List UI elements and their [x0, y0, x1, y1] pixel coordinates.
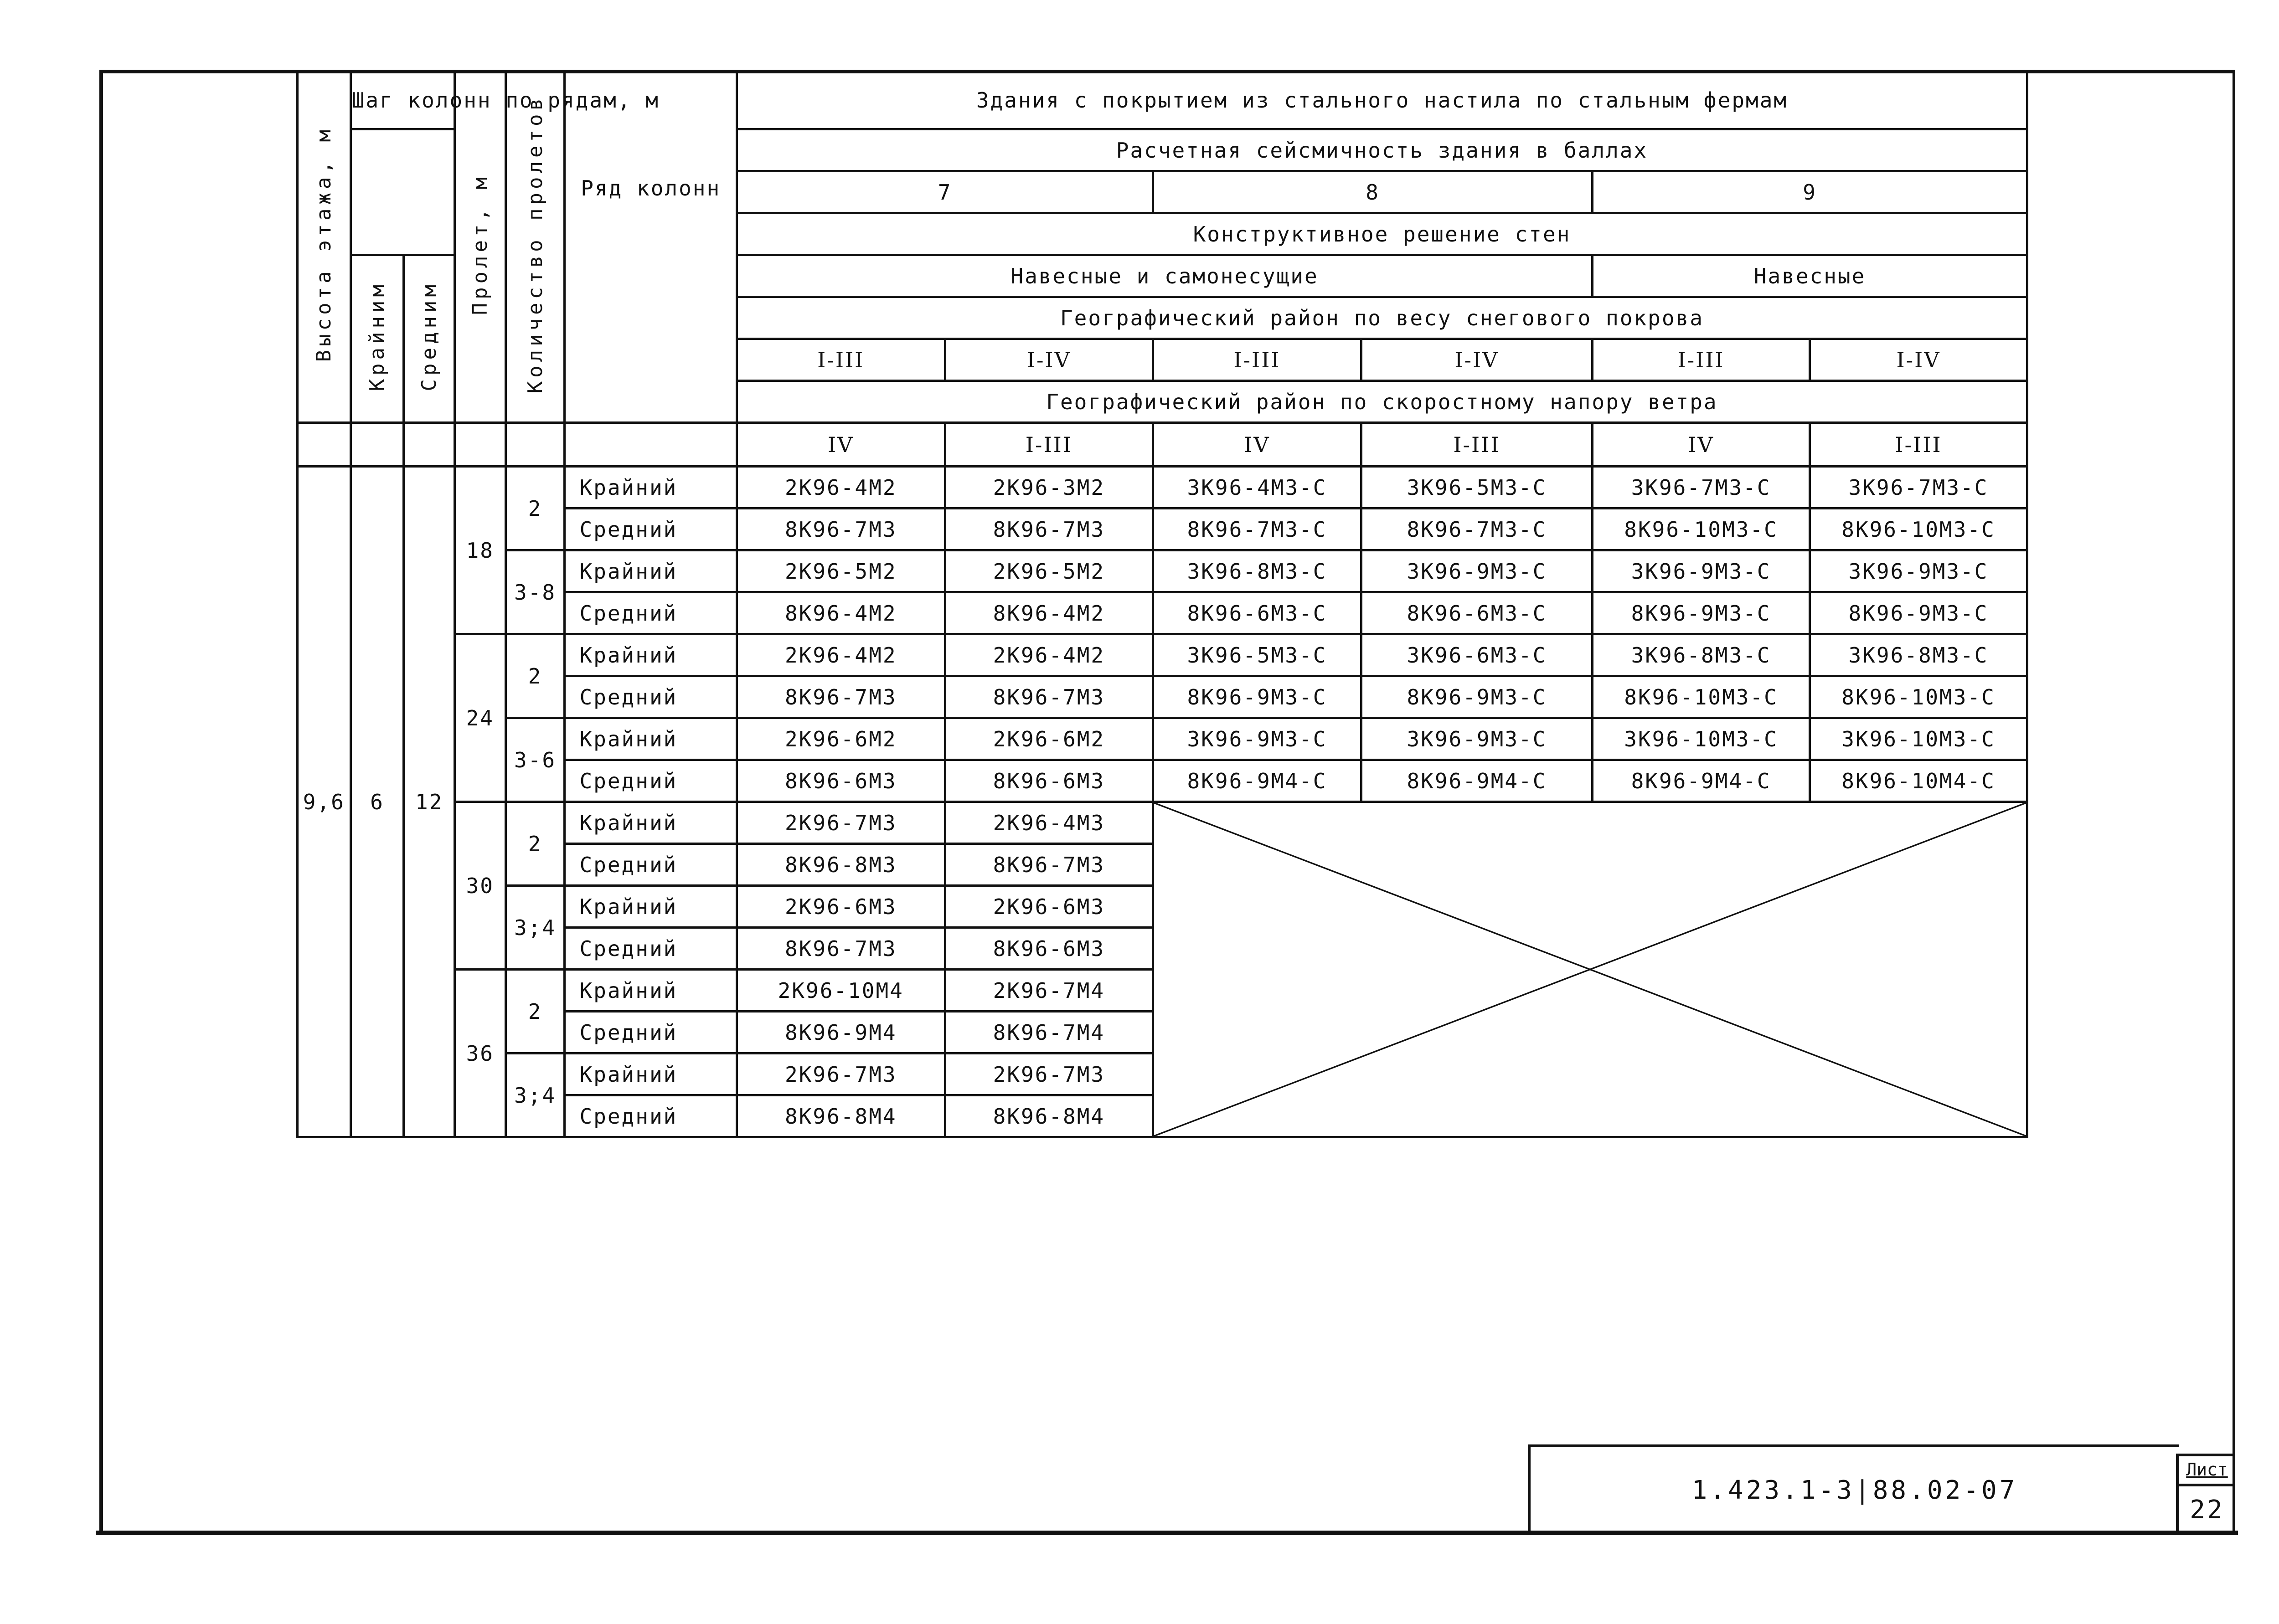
- mark-cell: 3К96-8М3-С: [1593, 634, 1810, 676]
- mark-cell: 2К96-4М3: [945, 802, 1153, 844]
- mark-cell: 3К96-9М3-С: [1153, 718, 1361, 760]
- header-title: [737, 71, 2027, 129]
- cross-lines: [1154, 803, 2026, 1136]
- header-count: [505, 71, 565, 423]
- mark-cell: 3К96-8М3-С: [1810, 634, 2027, 676]
- mark-cell: 2К96-5М2: [945, 550, 1153, 592]
- count-cell: 2: [505, 802, 565, 886]
- table-row: [298, 550, 2027, 592]
- not-applicable-crossed-cell: [1153, 802, 2027, 1137]
- row-type-cell: Крайний: [565, 802, 737, 844]
- mark-cell: 2К96-3М2: [945, 467, 1153, 509]
- row-type-cell: Крайний: [565, 550, 737, 592]
- mark-cell: 8К96-7М3: [945, 844, 1153, 886]
- header-count-label: Количество пролетов: [523, 95, 547, 394]
- mark-cell: 3К96-7М3-С: [1810, 467, 2027, 509]
- snow-zone-0: I-III: [737, 339, 945, 381]
- mark-cell: 8К96-7М3: [945, 676, 1153, 718]
- wind-zone-1: I-III: [945, 423, 1153, 467]
- mark-cell: 3К96-5М3-С: [1361, 467, 1592, 509]
- mark-cell: 8К96-4М2: [737, 592, 945, 634]
- header-step-label: Шаг колонн по рядам, м: [351, 87, 660, 113]
- mark-cell: 8К96-9М3-С: [1153, 676, 1361, 718]
- row-type-cell: Средний: [565, 928, 737, 970]
- snow-zone-2: I-III: [1153, 339, 1361, 381]
- seismic-7-label: 7: [938, 180, 952, 205]
- header-step-spacer: [351, 129, 454, 255]
- mark-cell: 8К96-7М3: [737, 676, 945, 718]
- header-wall-b: [1593, 255, 2027, 297]
- seismic-9: [1593, 171, 2027, 213]
- mark-cell: 2К96-7М3: [737, 1054, 945, 1095]
- mark-cell: 8К96-6М3: [945, 760, 1153, 802]
- row-type-cell: Средний: [565, 509, 737, 550]
- mark-cell: 3К96-9М3-С: [1361, 718, 1592, 760]
- row-type-cell: Средний: [565, 676, 737, 718]
- row-type-cell: Крайний: [565, 886, 737, 928]
- seismic-8-label: 8: [1366, 180, 1380, 205]
- header-wall-solution-label: Конструктивное решение стен: [1193, 221, 1571, 247]
- header-title-label: Здания с покрытием из стального настила по стальным фермам: [976, 87, 1788, 113]
- mark-cell: 8К96-9М3-С: [1361, 676, 1592, 718]
- header-row-label: Ряд колонн: [581, 176, 721, 200]
- header-wall-a: [737, 255, 1592, 297]
- header-height-label: Высота этажа, м: [312, 126, 336, 362]
- count-cell: 2: [505, 970, 565, 1054]
- header-snow-label: Географический район по весу снегового покрова: [1060, 305, 1704, 330]
- header-snow: [737, 297, 2027, 339]
- header-step: [351, 71, 660, 129]
- mark-cell: 2К96-7М3: [945, 1054, 1153, 1095]
- mark-cell: 3К96-8М3-С: [1153, 550, 1361, 592]
- table-row: [298, 802, 2027, 844]
- header-step-edge-tail: [351, 423, 404, 467]
- snow-zone-5: I-IV: [1810, 339, 2027, 381]
- header-step-mid-tail: [404, 423, 455, 467]
- header-wall-a-label: Навесные и самонесущие: [1011, 263, 1319, 288]
- header-step-mid-label: Средним: [418, 281, 441, 391]
- span-cell: 36: [454, 970, 505, 1137]
- span-cell: 24: [454, 634, 505, 802]
- snow-zone-4: I-III: [1593, 339, 1810, 381]
- mark-cell: 8К96-10М3-С: [1810, 509, 2027, 550]
- header-seismic: [737, 129, 2027, 171]
- mark-cell: 8К96-9М3-С: [1593, 592, 1810, 634]
- table-row: [298, 467, 2027, 509]
- group-step-mid: 12: [404, 467, 455, 1137]
- mark-cell: 8К96-9М4-С: [1361, 760, 1592, 802]
- mark-cell: 3К96-7М3-С: [1593, 467, 1810, 509]
- mark-cell: 8К96-10М3-С: [1593, 509, 1810, 550]
- mark-cell: 3К96-10М3-С: [1593, 718, 1810, 760]
- mark-cell: 8К96-10М4-С: [1810, 760, 2027, 802]
- wind-zone-2: IV: [1153, 423, 1361, 467]
- table-row: [298, 634, 2027, 676]
- row-type-cell: Средний: [565, 760, 737, 802]
- mark-cell: 2К96-4М2: [737, 634, 945, 676]
- table-row: [298, 718, 2027, 760]
- mark-cell: 2К96-7М4: [945, 970, 1153, 1012]
- header-span-label: Пролет, м: [468, 173, 492, 315]
- row-type-cell: Крайний: [565, 634, 737, 676]
- row-type-cell: Крайний: [565, 467, 737, 509]
- mark-cell: 2К96-6М3: [945, 886, 1153, 928]
- mark-cell: 8К96-10М3-С: [1593, 676, 1810, 718]
- snow-zone-3: I-IV: [1361, 339, 1592, 381]
- group-height: 9,6: [298, 467, 351, 1137]
- span-cell: 30: [454, 802, 505, 970]
- header-step-edge: [351, 255, 404, 423]
- mark-cell: 8К96-9М4: [737, 1012, 945, 1054]
- mark-cell: 2К96-6М3: [737, 886, 945, 928]
- header-step-edge-label: Крайним: [366, 281, 389, 391]
- sheet-label: Лист: [2179, 1456, 2235, 1486]
- mark-cell: 3К96-9М3-С: [1593, 550, 1810, 592]
- mark-cell: 2К96-6М2: [737, 718, 945, 760]
- header-count-tail: [505, 423, 565, 467]
- mark-cell: 8К96-6М3: [737, 760, 945, 802]
- row-type-cell: Средний: [565, 1095, 737, 1137]
- row-type-cell: Крайний: [565, 970, 737, 1012]
- header-height: [298, 71, 351, 423]
- mark-cell: 8К96-7М3-С: [1153, 509, 1361, 550]
- wind-zone-4: IV: [1593, 423, 1810, 467]
- sheet-box: [2176, 1454, 2235, 1534]
- mark-cell: 8К96-6М3: [945, 928, 1153, 970]
- group-step-edge: 6: [351, 467, 404, 1137]
- mark-cell: 8К96-7М3-С: [1361, 509, 1592, 550]
- title-block-code: [1528, 1444, 2179, 1533]
- header-height-tail: [298, 423, 351, 467]
- mark-cell: 8К96-4М2: [945, 592, 1153, 634]
- row-type-cell: Крайний: [565, 718, 737, 760]
- header-span-tail: [454, 423, 505, 467]
- mark-cell: 8К96-10М3-С: [1810, 676, 2027, 718]
- header-wind-label: Географический район по скоростному напору ветра: [1046, 389, 1718, 414]
- mark-cell: 2К96-4М2: [945, 634, 1153, 676]
- count-cell: 2: [505, 634, 565, 718]
- header-wall-b-label: Навесные: [1753, 263, 1866, 288]
- seismic-9-label: 9: [1803, 180, 1817, 205]
- header-row-tail: [565, 423, 737, 467]
- count-cell: 3;4: [505, 1054, 565, 1137]
- mark-cell: 8К96-6М3-С: [1361, 592, 1592, 634]
- mark-cell: 3К96-9М3-С: [1810, 550, 2027, 592]
- sheet-number: 22: [2190, 1495, 2224, 1525]
- header-seismic-label: Расчетная сейсмичность здания в баллах: [1116, 138, 1648, 163]
- span-cell: 18: [454, 467, 505, 634]
- count-cell: 3;4: [505, 886, 565, 970]
- row-type-cell: Средний: [565, 844, 737, 886]
- mark-cell: 2К96-6М2: [945, 718, 1153, 760]
- mark-cell: 8К96-7М3: [945, 509, 1153, 550]
- mark-cell: 8К96-9М4-С: [1153, 760, 1361, 802]
- count-cell: 3-6: [505, 718, 565, 802]
- mark-cell: 8К96-8М4: [945, 1095, 1153, 1137]
- row-type-cell: Средний: [565, 1012, 737, 1054]
- count-cell: 2: [505, 467, 565, 550]
- mark-cell: 2К96-4М2: [737, 467, 945, 509]
- mark-cell: 8К96-7М3: [737, 928, 945, 970]
- wind-zone-0: IV: [737, 423, 945, 467]
- mark-cell: 8К96-9М3-С: [1810, 592, 2027, 634]
- mark-cell: 8К96-9М4-С: [1593, 760, 1810, 802]
- row-type-cell: Крайний: [565, 1054, 737, 1095]
- mark-cell: 2К96-7М3: [737, 802, 945, 844]
- mark-cell: 2К96-5М2: [737, 550, 945, 592]
- count-cell: 3-8: [505, 550, 565, 634]
- mark-cell: 8К96-7М4: [945, 1012, 1153, 1054]
- mark-cell: 8К96-8М4: [737, 1095, 945, 1137]
- wind-zone-5: I-III: [1810, 423, 2027, 467]
- header-wind: [737, 381, 2027, 423]
- mark-cell: 3К96-9М3-С: [1361, 550, 1592, 592]
- mark-cell: 8К96-6М3-С: [1153, 592, 1361, 634]
- seismic-8: [1153, 171, 1593, 213]
- row-type-cell: Средний: [565, 592, 737, 634]
- mark-cell: 2К96-10М4: [737, 970, 945, 1012]
- mark-cell: 3К96-4М3-С: [1153, 467, 1361, 509]
- mark-cell: 3К96-10М3-С: [1810, 718, 2027, 760]
- mark-cell: 3К96-6М3-С: [1361, 634, 1592, 676]
- header-span: [454, 71, 505, 423]
- wind-zone-3: I-III: [1361, 423, 1592, 467]
- mark-cell: 8К96-8М3: [737, 844, 945, 886]
- header-wall-solution: [737, 213, 2027, 255]
- mark-cell: 3К96-5М3-С: [1153, 634, 1361, 676]
- mark-cell: 8К96-7М3: [737, 509, 945, 550]
- header-row: [565, 71, 737, 423]
- seismic-7: [737, 171, 1153, 213]
- column-selection-table: [296, 70, 2028, 1138]
- document-code: 1.423.1-3|88.02-07: [1691, 1475, 2018, 1505]
- snow-zone-1: I-IV: [945, 339, 1153, 381]
- header-step-mid: [404, 255, 455, 423]
